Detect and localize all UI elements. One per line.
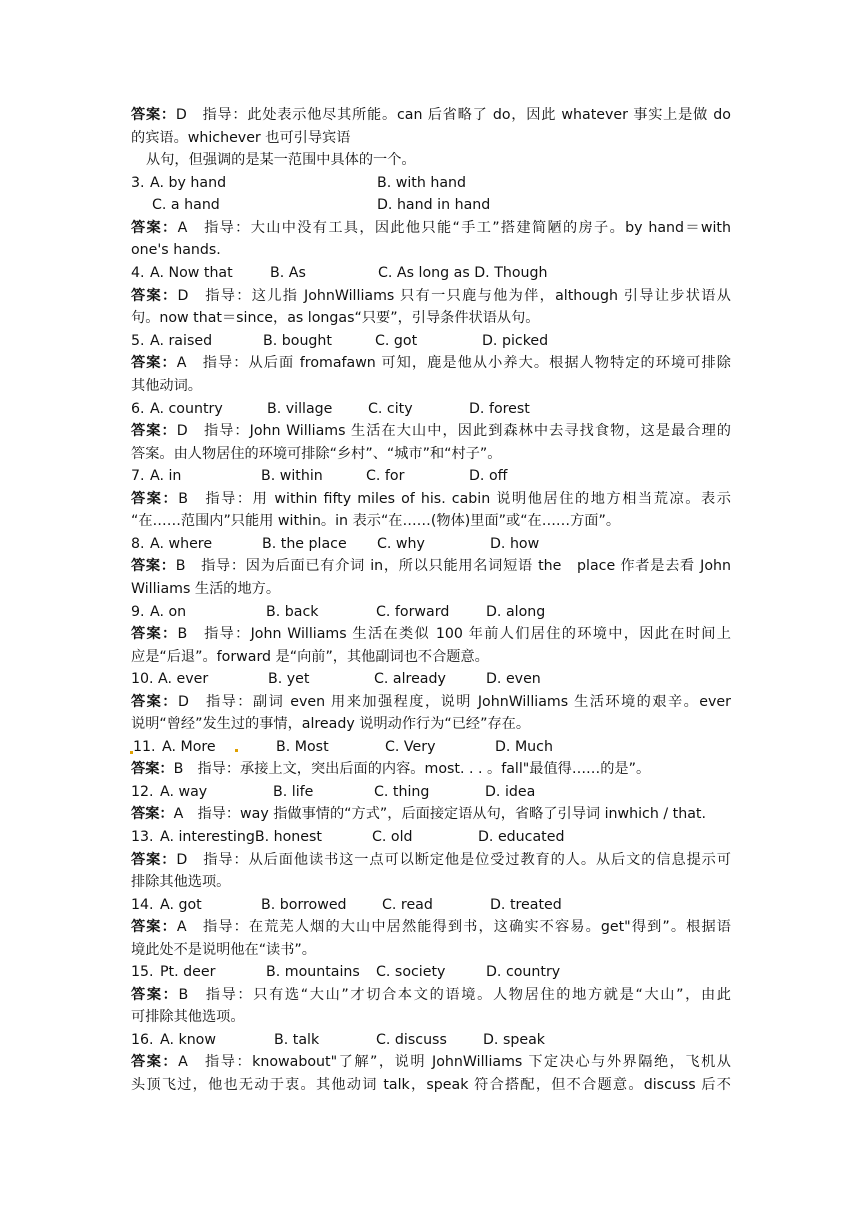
answer-2-line-1: 答案：D 指导：此处表示他尽其所能。can 后省略了 do，因此 whatever 事实上是做 do bbox=[131, 107, 731, 123]
answer-2-line-2: 的宾语。whichever 也可引导宾语 bbox=[131, 130, 351, 146]
answer-8-line-1: 答案：B 指导：因为后面已有介词 in，所以只能用名词短语 the place 作者是去看 John bbox=[131, 558, 731, 574]
answer-6-line-1: 答案：D 指导：John Williams 生活在大山中，因此到森林中去寻找食物，这是最合理的 bbox=[131, 423, 731, 439]
answer-8-line-2: Williams 生活的地方。 bbox=[131, 581, 281, 597]
answer-7-line-1: 答案：B 指导：用 within fifty miles of his. cabin 说明他居住的地方相当荒凉。表示 bbox=[131, 491, 731, 507]
answer-10-line-1: 答案：D 指导：副词 even 用来加强程度，说明 JohnWilliams 生活环境的艰辛。ever bbox=[131, 694, 731, 710]
answer-13-line-1: 答案：D 指导：从后面他读书这一点可以断定他是位受过教育的人。从后文的信息提示可 bbox=[131, 852, 731, 868]
answer-4-line-2: 句。now that＝since，as longas“只要”，引导条件状语从句。 bbox=[131, 310, 540, 326]
answer-15-line-2: 可排除其他选项。 bbox=[131, 1009, 245, 1025]
answer-5-line-2: 其他动词。 bbox=[131, 378, 202, 394]
answer-11-line-1: 答案：B 指导：承接上文，突出后面的内容。most. . . 。fall"最值得……的是”。 bbox=[131, 761, 651, 777]
answer-7-line-2: “在……范围内”只能用 within。in 表示“在……(物体)里面”或“在……方面”。 bbox=[131, 513, 621, 529]
answer-4-line-1: 答案：D 指导：这儿指 JohnWilliams 只有一只鹿与他为伴，although 引导让步状语从 bbox=[131, 288, 731, 304]
document-page: 答案：D 指导：此处表示他尽其所能。can 后省略了 do，因此 whatever 事实上是做 do 的宾语。whichever 也可引导宾语 从句，但强调的是某一范围中具体的一个。 3. A. by hand B. with hand C. a hand D. hand in hand 答案：A 指导：大山中没有工具，因此他只能“手工”搭建简陋的房子。by hand＝with one's hands. 4. A. Now that B. As C. As long as D. Though 答案：D 指导：这儿指 JohnWilliams 只有一只鹿与他为伴，although 引导让步状语从 句。now that＝since，as longas“只要”，引导条件状语从句。 5. A. raised B. bought C. got D. picked 答案：A 指导：从后面 fromafawn 可知，鹿是他从小养大。根据人物特定的环境可排除 其他动词。 6. A. country B. village C. city D. forest 答案：D 指导：John Williams 生活在大山中，因此到森林中去寻找食物，这是最合理的 答案。由人物居住的环境可排除“乡村”、“城市”和“村子”。 7. A. in B. within C. for D. off 答案：B 指导：用 within fifty miles of his. cabin 说明他居住的地方相当荒凉。表示 “在……范围内”只能用 within。in 表示“在……(物体)里面”或“在……方面”。 8. A. where B. the place C. why D. how 答案：B 指导：因为后面已有介词 in，所以只能用名词短语 the place 作者是去看 John Williams 生活的地方。 9. A. on B. back C. forward D. along 答案：B 指导：John Williams 生活在类似 100 年前人们居住的环境中，因此在时间上 应是“后退”。forward 是“向前”，其他副词也不合题意。 10. A. ever B. yet C. already D. even 答案：D 指导：副词 even 用来加强程度，说明 JohnWilliams 生活环境的艰辛。ever 说明“曾经”发生过的事情，already 说明动作行为“已经”存在。 11. A. More B. Most C. Very D. Much 答案：B 指导：承接上文，突出后面的内容。most. . . 。fall"最值得……的是”。 12. A. way B. life C. thing D. idea 答案：A 指导：way 指做事情的“方式”，后面接定语从句，省略了引导词 inwhich / that. 13. A. interestingB. honest C. old D. educated 答案：D 指导：从后面他读书这一点可以断定他是位受过教育的人。从后文的信息提示可 排除其他选项。 14. A. got B. borrowed C. read D. treated 答案：A 指导：在荒芜人烟的大山中居然能得到书，这确实不容易。get"得到”。根据语 境此处不是说明他在“读书”。 15. Pt. deer B. mountains C. society D. country 答案：B 指导：只有选“大山”才切合本文的语境。人物居住的地方就是“大山”，由此 可排除其他选项。 16. A. know B. talk C. discuss D. speak 答案：A 指导：knowabout"了解”，说明 JohnWilliams 下定决心与外界隔绝，飞机从 头顶飞过，他也无动于衷。其他动词 talk，speak 符合搭配，但不合题意。discuss 后不 bbox=[0, 0, 860, 1216]
answer-3-line-1: 答案：A 指导：大山中没有工具，因此他只能“手工”搭建简陋的房子。by hand＝with bbox=[131, 220, 731, 236]
answer-14-line-1: 答案：A 指导：在荒芜人烟的大山中居然能得到书，这确实不容易。get"得到”。根据语 bbox=[131, 919, 731, 935]
highlight-mark bbox=[235, 749, 238, 752]
answer-5-line-1: 答案：A 指导：从后面 fromafawn 可知，鹿是他从小养大。根据人物特定的环境可排除 bbox=[131, 355, 731, 371]
answer-3-line-2: one's hands. bbox=[131, 242, 221, 258]
answer-14-line-2: 境此处不是说明他在“读书”。 bbox=[131, 942, 316, 958]
answer-16-line-2: 头顶飞过，他也无动于衷。其他动词 talk，speak 符合搭配，但不合题意。discuss 后不 bbox=[131, 1077, 731, 1093]
answer-15-line-1: 答案：B 指导：只有选“大山”才切合本文的语境。人物居住的地方就是“大山”，由此 bbox=[131, 987, 731, 1003]
answer-6-line-2: 答案。由人物居住的环境可排除“乡村”、“城市”和“村子”。 bbox=[131, 446, 502, 462]
answer-2-line-3: 从句，但强调的是某一范围中具体的一个。 bbox=[146, 152, 416, 168]
answer-10-line-2: 说明“曾经”发生过的事情，already 说明动作行为“已经”存在。 bbox=[131, 716, 531, 732]
answer-13-line-2: 排除其他选项。 bbox=[131, 874, 231, 890]
answer-12-line-1: 答案：A 指导：way 指做事情的“方式”，后面接定语从句，省略了引导词 inwhich / that. bbox=[131, 806, 706, 822]
answer-9-line-1: 答案：B 指导：John Williams 生活在类似 100 年前人们居住的环境中，因此在时间上 bbox=[131, 626, 731, 642]
answer-9-line-2: 应是“后退”。forward 是“向前”，其他副词也不合题意。 bbox=[131, 649, 489, 665]
answer-16-line-1: 答案：A 指导：knowabout"了解”，说明 JohnWilliams 下定决心与外界隔绝，飞机从 bbox=[131, 1054, 731, 1070]
